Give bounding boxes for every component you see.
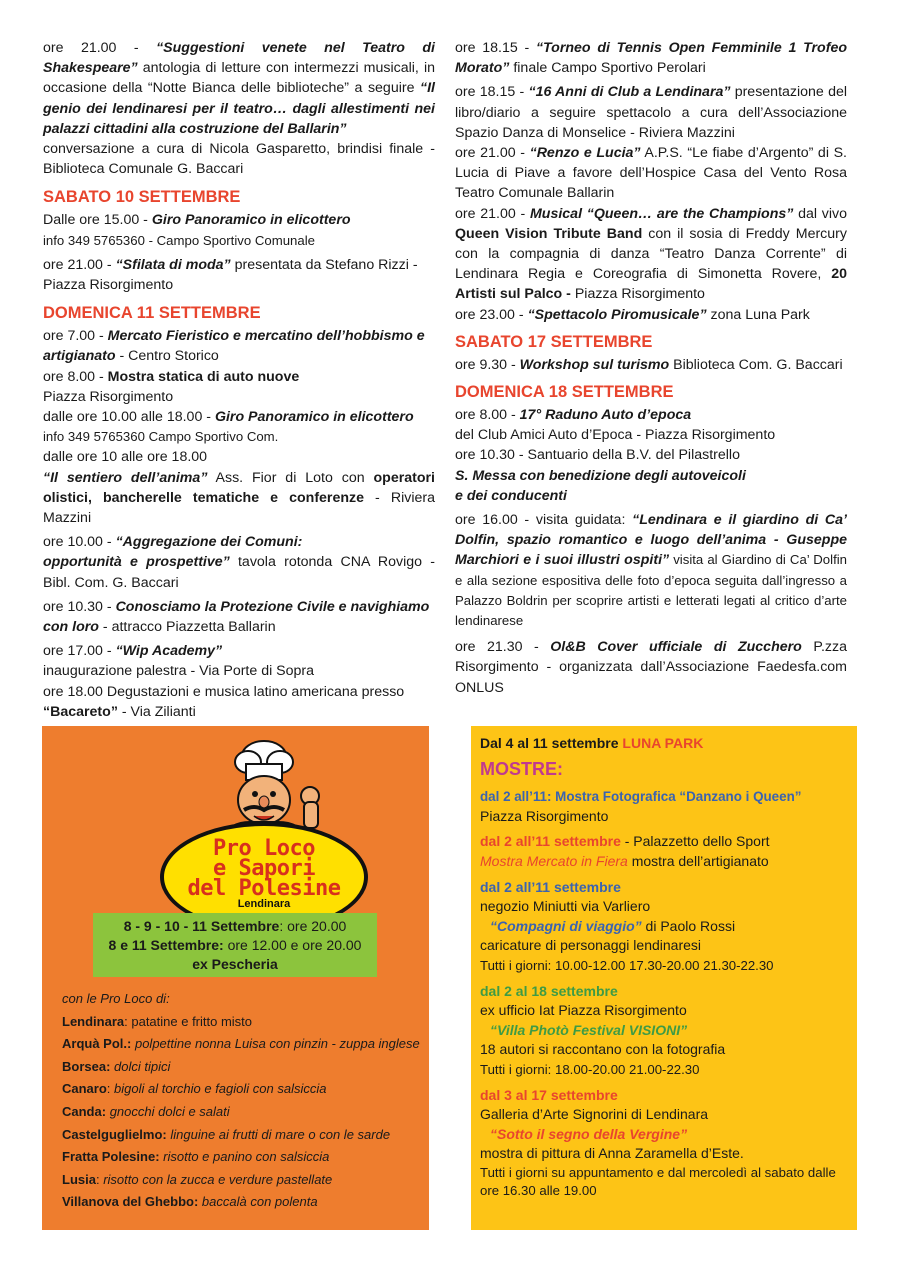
dates-line-1-bold: 8 - 9 - 10 - 11 Settembre <box>123 918 280 934</box>
pro-loco-sep: : <box>95 1171 104 1187</box>
event-title: Conosciamo la Protezione Civile e navighiamo con loro <box>43 598 430 636</box>
event-santa-messa <box>455 445 847 506</box>
event-text: Biblioteca Com. G. Baccari <box>669 356 843 373</box>
event-bold: “Bacareto” <box>43 703 118 720</box>
logo-subtitle: Lendinara <box>237 898 291 910</box>
pro-loco-name: Lendinara <box>62 1013 125 1029</box>
event-title: Ol&B Cover ufficiale di Zucchero <box>550 639 802 656</box>
event-text: presentazione del libro/diario a seguire spettacolo a cura dell’Associazione Spazio Danza di Monselice - Riviera Mazzini <box>455 84 847 141</box>
event-piromusicale <box>455 305 847 325</box>
event-text-2: - Riviera Mazzini <box>43 489 435 527</box>
event-title: Mercato Fieristico e mercatino dell’hobbismo e artigianato <box>43 328 425 365</box>
event-time: ore 23.00 - <box>455 306 528 323</box>
event-text: del Club Amici Auto d’Epoca - Piazza Risorgimento <box>455 427 776 444</box>
event-raduno-auto <box>455 405 847 445</box>
pro-loco-dish: polpettine nonna Luisa con pinzin - zuppa inglese <box>134 1036 420 1052</box>
pro-loco-item <box>62 1056 422 1079</box>
mostra-dates: dal 3 al 17 settembre <box>480 1086 618 1103</box>
event-title: Mostra statica di auto nuove <box>107 368 300 385</box>
mostra-hours: Tutti i giorni su appuntamento e dal mercoledì al sabato dalle ore 16.30 alle 19.00 <box>480 1164 836 1199</box>
event-bold: operatori olistici, bancherelle tematiche e conferenze <box>43 469 435 506</box>
event-elicottero-2 <box>43 407 435 447</box>
mostra-dates: dal 2 al 18 settembre <box>480 982 618 999</box>
event-title: Giro Panoramico in elicottero <box>151 212 351 229</box>
event-title: “Il sentiero dell’anima” <box>43 469 208 486</box>
pro-loco-item <box>62 1191 422 1214</box>
event-time: ore 21.30 - <box>455 639 551 656</box>
pro-loco-name: Villanova del Ghebbo: <box>62 1194 199 1210</box>
pro-loco-name: Fratta Polesine: <box>62 1149 160 1165</box>
event-title: “Wip Academy” <box>115 643 223 660</box>
event-torneo-tennis <box>455 38 847 78</box>
pro-loco-menu-list <box>62 988 422 1214</box>
event-title: “Aggregazione dei Comuni: <box>115 534 303 551</box>
pro-loco-dish: risotto e panino con salsiccia <box>163 1149 330 1165</box>
event-renzo-lucia <box>455 143 847 204</box>
day-heading-domenica-18: DOMENICA 18 SETTEMBRE <box>455 383 674 402</box>
pro-loco-box <box>42 726 429 1230</box>
event-text: zona Luna Park <box>706 306 810 323</box>
mostra-place: Piazza Risorgimento <box>480 807 609 824</box>
event-time: ore 8.00 - <box>455 407 520 424</box>
pro-loco-dish: bigoli al torchio e fagioli con salsiccia <box>114 1081 327 1097</box>
pro-loco-name: Castelguglielmo: <box>62 1126 167 1142</box>
event-title: Workshop sul turismo <box>519 356 670 373</box>
event-title: “Spettacolo Piromusicale” <box>527 306 707 323</box>
mostra-title: “Compagni di viaggio” <box>490 917 642 934</box>
pro-loco-name: Canda: <box>62 1103 107 1119</box>
program-right-column <box>455 38 847 698</box>
pro-loco-name: Arquà Pol.: <box>62 1036 132 1052</box>
event-title: “Suggestioni venete nel Teatro di Shakespeare” <box>43 40 435 77</box>
event-protezione-civile <box>43 597 435 637</box>
event-title: “16 Anni di Club a Lendinara” <box>528 84 731 101</box>
event-mercato <box>43 326 435 366</box>
event-time: ore 7.00 - <box>43 328 108 345</box>
dates-location: ex Pescheria <box>192 956 278 972</box>
luna-park-dates: Dal 4 al 11 settembre <box>480 735 623 751</box>
logo-line-1: Pro Loco <box>213 836 315 861</box>
pro-loco-dish: gnocchi dolci e salati <box>109 1103 230 1119</box>
event-text-3: Piazza Risorgimento <box>570 286 705 303</box>
mostra-villa-photo <box>480 982 850 1080</box>
event-title-2: opportunità e prospettive” <box>43 554 230 571</box>
event-text-2: conversazione a cura di Nicola Gasparetto, brindisi finale - Biblioteca Comunale G. Baccari <box>43 141 435 178</box>
mostra-hours: Tutti i giorni: 18.00-20.00 21.00-22.30 <box>480 1061 700 1077</box>
event-time: ore 21.00 - <box>43 256 116 273</box>
event-time: ore 18.15 - <box>455 40 536 56</box>
mostra-place: Galleria d’Arte Signorini di Lendinara <box>480 1106 709 1123</box>
pro-loco-item <box>62 1146 422 1169</box>
mostra-dates: dal 2 all’11: Mostra Fotografica “Danzano i Queen” <box>480 789 802 805</box>
pro-loco-item <box>62 1101 422 1124</box>
pro-loco-dish: dolci tipici <box>114 1058 171 1074</box>
event-title: “Lendinara e il giardino di Ca’ Dolfin, spazio romantico e luogo dell’anima - Guseppe Marchiori e i suoi illustri ospiti” <box>455 512 847 569</box>
mostre-heading: MOSTRE: <box>480 758 563 779</box>
event-time: ore 10.30 - <box>43 598 116 615</box>
event-text: - Centro Storico <box>115 348 219 365</box>
mostra-text: mostra di pittura di Anna Zaramella d’Este. <box>480 1145 744 1162</box>
mostra-text: mostra dell’artigianato <box>627 852 769 869</box>
mostra-title: “Villa Photò Festival VISIONI” <box>490 1021 688 1038</box>
event-time: ore 21.00 - <box>455 145 530 162</box>
pro-loco-dish: baccalà con polenta <box>201 1194 318 1210</box>
event-info: info 349 5765360 - Campo Sportivo Comunale <box>43 232 315 248</box>
event-time: ore 9.30 - <box>455 356 520 373</box>
event-title: Musical “Queen… are the Champions” <box>529 205 794 222</box>
event-text: inaugurazione palestra - Via Porte di Sopra <box>43 663 315 680</box>
program-left-column <box>43 38 435 722</box>
day-heading-sabato-10: SABATO 10 SETTEMBRE <box>43 188 241 207</box>
pro-loco-item <box>62 1169 422 1192</box>
event-text: ore 18.00 Degustazioni e musica latino americana presso <box>43 683 405 700</box>
pro-loco-item <box>62 1078 422 1101</box>
mostra-text-2: caricature di personaggi lendinaresi <box>480 937 702 954</box>
event-title: S. Messa con benedizione degli autoveicoli <box>455 467 746 484</box>
event-text: A.P.S. “Le fiabe d’Argento” di S. Lucia di Piave a favore dell’Hospice Casa del Vento Rosa Teatro Comunale Ballarin <box>455 145 847 202</box>
pro-loco-logo <box>160 738 370 918</box>
event-title: “Torneo di Tennis Open Femminile 1 Trofeo Morato” <box>455 40 848 77</box>
pro-loco-sep: : <box>106 1081 115 1097</box>
mostre-box <box>471 726 857 1230</box>
event-16-anni <box>455 82 847 143</box>
pro-loco-name: Lusia <box>62 1171 96 1187</box>
event-text: dal vivo <box>793 205 847 222</box>
event-time: Dalle ore 15.00 - <box>43 212 152 229</box>
logo-line-3: del Polesine <box>187 876 341 901</box>
luna-park-title: LUNA PARK <box>622 735 704 751</box>
event-suggestioni <box>43 38 435 179</box>
pro-loco-item <box>62 1011 422 1034</box>
mostra-text: 18 autori si raccontano con la fotografia <box>480 1041 726 1058</box>
event-mostra-auto <box>43 367 435 407</box>
event-title: “Sfilata di moda” <box>115 256 231 273</box>
event-wip-academy <box>43 641 435 681</box>
event-text: finale Campo Sportivo Perolari <box>509 60 706 77</box>
pro-loco-name: Canaro <box>62 1081 107 1097</box>
mostra-sotto-segno-vergine <box>480 1086 850 1201</box>
event-bold: Queen Vision Tribute Band <box>455 225 643 242</box>
event-time: ore 21.00 - <box>43 40 157 56</box>
event-sfilata <box>43 255 435 295</box>
pro-loco-item <box>62 1033 422 1056</box>
event-elicottero-1 <box>43 210 435 250</box>
event-title: Giro Panoramico in elicottero <box>214 409 414 426</box>
pro-loco-item <box>62 1124 422 1147</box>
mostra-mercato-fiera <box>480 832 850 871</box>
mostra-place: - Palazzetto dello Sport <box>620 833 770 850</box>
dates-line-2-bold: 8 e 11 Settembre: <box>108 937 224 953</box>
pro-loco-dish: patatine e fritto misto <box>131 1013 253 1029</box>
event-info: info 349 5765360 Campo Sportivo Com. <box>43 429 279 445</box>
pro-loco-dates-box <box>93 913 377 977</box>
event-time: dalle ore 10.00 alle 18.00 - <box>43 409 215 426</box>
event-text: - attracco Piazzetta Ballarin <box>98 619 276 636</box>
mostra-dates: dal 2 all’11 settembre <box>480 833 621 850</box>
mostra-danzano-queen <box>480 787 850 826</box>
mostra-compagni-viaggio <box>480 878 850 976</box>
pro-loco-name: Borsea: <box>62 1058 111 1074</box>
event-text: antologia di letture con intermezzi musicali, in occasione della “Notte Bianca delle biblioteche” a seguire <box>43 60 435 97</box>
event-time: dalle ore 10 alle ore 18.00 <box>43 449 208 466</box>
event-degustazioni <box>43 682 435 722</box>
day-heading-domenica-11: DOMENICA 11 SETTEMBRE <box>43 304 261 323</box>
dates-line-2: ore 12.00 e ore 20.00 <box>223 937 362 953</box>
event-title: 17° Raduno Auto d’epoca <box>519 407 692 424</box>
event-aggregazione <box>43 532 435 593</box>
event-text: visita al Giardino di Ca’ Dolfin e alla sezione espositiva delle foto d’epoca seguita dall’ingresso a Palazzo Boldrin per scoprire artisti e letterati legati al critico d’arte lendinarese <box>455 552 848 629</box>
event-time: ore 8.00 - <box>43 368 108 385</box>
event-zucchero-cover <box>455 637 847 698</box>
pro-loco-sep: : <box>124 1013 132 1029</box>
event-bold-2: 20 Artisti sul Palco - <box>455 266 847 303</box>
event-time: ore 10.00 - <box>43 534 116 551</box>
day-heading-sabato-17: SABATO 17 SETTEMBRE <box>455 332 653 351</box>
event-title: “Renzo e Lucia” <box>529 145 641 162</box>
event-time: ore 18.15 - <box>455 84 529 101</box>
event-text-2: - Via Zilianti <box>117 703 196 720</box>
event-text: tavola rotonda CNA Rovigo - Bibl. Com. G. Baccari <box>43 554 436 591</box>
mostra-hours: Tutti i giorni: 10.00-12.00 17.30-20.00 21.30-22.30 <box>480 957 774 973</box>
event-time: ore 10.30 - Santuario della B.V. del Pilastrello <box>455 447 740 464</box>
mostra-title: “Sotto il segno della Vergine” <box>490 1125 688 1142</box>
event-visita-guidata <box>455 510 847 631</box>
event-time: ore 21.00 - <box>455 205 530 222</box>
event-sentiero <box>43 447 435 528</box>
pro-loco-intro: con le Pro Loco di: <box>62 991 170 1006</box>
event-text-2: con il sosia di Freddy Mercury con la compagnia di danza “Teatro Danza Corrente” di Lendinara Regia e Coreografia di Simonetta Rovere, <box>455 225 847 283</box>
pro-loco-dish: risotto con la zucca e verdure pastellate <box>103 1171 333 1187</box>
event-time: ore 16.00 - visita guidata: <box>455 512 633 529</box>
event-text: Ass. Fior di Loto con <box>207 469 374 486</box>
mostra-place: negozio Miniutti via Varliero <box>480 898 651 915</box>
mostra-text: di Paolo Rossi <box>641 917 736 934</box>
event-title-2: e dei conducenti <box>455 487 567 504</box>
event-musical-queen <box>455 204 847 305</box>
luna-park-line <box>480 734 850 754</box>
event-text: Piazza Risorgimento <box>43 388 174 405</box>
event-text: P.zza Risorgimento - organizzata dall’Associazione Faedesfa.com ONLUS <box>455 639 847 696</box>
dates-line-1: : ore 20.00 <box>279 918 347 934</box>
event-time: ore 17.00 - <box>43 643 116 660</box>
event-title-2: “Il genio dei lendinaresi per il teatro… dagli allestimenti nei palazzi cittadini alla costruzione del Ballarin” <box>43 80 435 137</box>
mostra-place: ex ufficio Iat Piazza Risorgimento <box>480 1002 687 1019</box>
mostra-dates: dal 2 all’11 settembre <box>480 878 621 895</box>
event-workshop <box>455 355 847 375</box>
event-text: presentata da Stefano Rizzi - Piazza Risorgimento <box>43 256 418 294</box>
mostra-title: Mostra Mercato in Fiera <box>480 852 628 869</box>
logo-line-2: e Sapori <box>213 856 315 881</box>
pro-loco-dish: linguine ai frutti di mare o con le sarde <box>170 1126 391 1142</box>
